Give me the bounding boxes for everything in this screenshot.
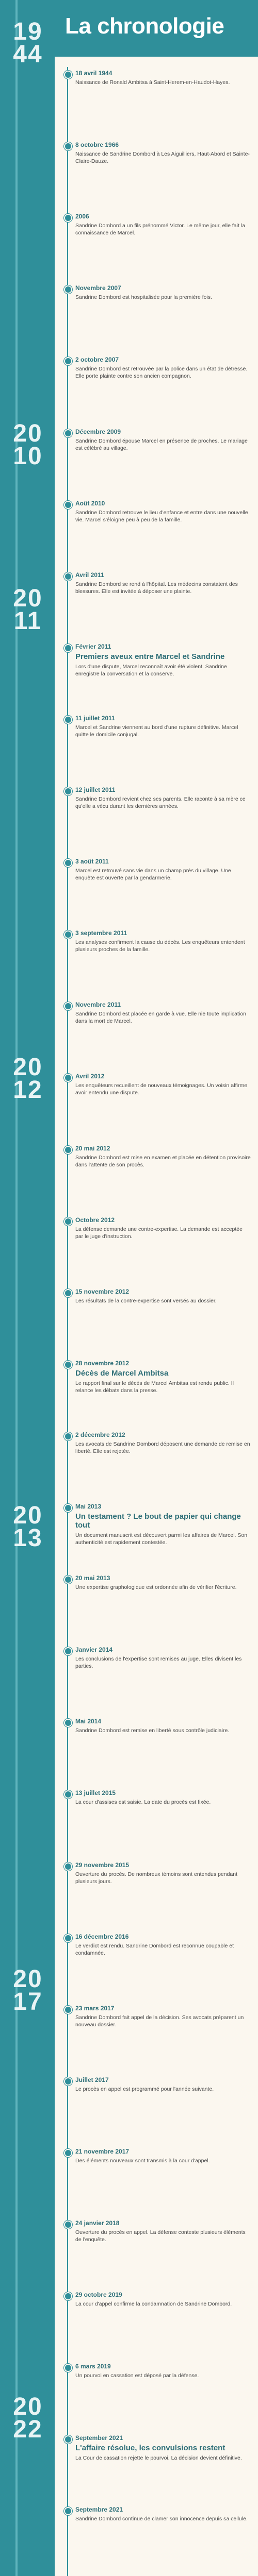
year-label: 20 11 [13, 585, 43, 635]
timeline-dot [64, 142, 72, 150]
timeline-dot [64, 930, 72, 939]
event-text: Les enquêteurs recueillent de nouveaux témoignages. Un voisin affirme avoir entendu une dispute. [75, 1082, 248, 1096]
timeline-event [75, 1574, 251, 1591]
timeline-event [75, 500, 251, 523]
timeline-dot [64, 2077, 72, 2086]
timeline-event [75, 2148, 251, 2164]
event-date: September 2021 [75, 2434, 123, 2442]
event-text: Un document manuscrit est découvert parmi les affaires de Marcel. Son authenticité est rapidement contestée. [75, 1532, 248, 1546]
event-text: Ouverture du procès. De nombreux témoins sont entendus pendant plusieurs jours. [75, 1871, 238, 1885]
event-date: Avril 2012 [75, 1073, 105, 1080]
event-date: Décembre 2009 [75, 428, 121, 435]
timeline-event [75, 858, 251, 882]
timeline-event [75, 2434, 251, 2462]
event-date: 12 juillet 2011 [75, 786, 116, 793]
event-date: 16 décembre 2016 [75, 1933, 129, 1940]
event-date: Juillet 2017 [75, 2076, 109, 2083]
timeline-event [75, 929, 251, 953]
timeline-dot [64, 1146, 72, 1154]
event-text: Ouverture du procès en appel. La défense conteste plusieurs éléments de l'enquête. [75, 2229, 246, 2243]
timeline-event [75, 1861, 251, 1885]
event-heading: Un testament ? Le bout de papier qui change tout [75, 1512, 241, 1530]
event-text: Sandrine Dombord fait appel de la décision. Ses avocats préparent un nouveau dossier. [75, 2014, 244, 2028]
timeline-event [75, 643, 251, 677]
timeline-dot [64, 572, 72, 581]
event-heading: Premiers aveux entre Marcel et Sandrine [75, 652, 225, 661]
event-text: Sandrine Dombord est remise en liberté sous contrôle judiciaire. [75, 1727, 230, 1734]
timeline-dot [64, 214, 72, 222]
timeline-dot [64, 71, 72, 79]
event-date: 24 janvier 2018 [75, 2219, 120, 2227]
event-text: La cour d'appel confirme la condamnation de Sandrine Dombord. [75, 2301, 232, 2307]
timeline-dot [64, 1217, 72, 1226]
timeline-line [67, 67, 68, 2576]
year-rail [0, 0, 55, 2576]
year-label: 19 44 [13, 18, 43, 68]
event-date: Mai 2013 [75, 1503, 102, 1510]
event-date: Novembre 2011 [75, 1001, 121, 1008]
event-text: Les avocats de Sandrine Dombord déposent une demande de remise en liberté. Elle est rejetée. [75, 1441, 250, 1454]
timeline-event [75, 2076, 251, 2093]
event-text: Lors d'une dispute, Marcel reconnaît avoir été violent. Sandrine enregistre la conversation et la conserve. [75, 664, 227, 677]
timeline-event [75, 571, 251, 595]
timeline-dot [64, 2221, 72, 2229]
timeline-event [75, 1145, 251, 1168]
timeline-dot [64, 285, 72, 294]
timeline-dot [64, 787, 72, 795]
timeline-dot [64, 644, 72, 652]
timeline-dot [64, 2507, 72, 2515]
timeline-event [75, 2363, 251, 2379]
event-text: Sandrine Dombord se rend à l'hôpital. Les médecins constatent des blessures. Elle est invitée à déposer une plainte. [75, 581, 238, 595]
event-text: Des éléments nouveaux sont transmis à la cour d'appel. [75, 2158, 210, 2164]
timeline-dot [64, 1934, 72, 1942]
timeline-event [75, 1718, 251, 1734]
event-text: Le rapport final sur le décès de Marcel Ambitsa est rendu public. Il relance les débats dans la presse. [75, 1380, 234, 1394]
event-text: Les analyses confirment la cause du décès. Les enquêteurs entendent plusieurs proches de la famille. [75, 939, 245, 953]
timeline-dot [64, 1862, 72, 1871]
timeline-dot [64, 2435, 72, 2444]
timeline-event [75, 2005, 251, 2028]
event-date: 20 mai 2013 [75, 1574, 110, 1582]
page-title: La chronologie [65, 13, 224, 39]
timeline-event [75, 1431, 251, 1455]
event-text: Sandrine Dombord est placée en garde à vue. Elle nie toute implication dans la mort de Marcel. [75, 1011, 246, 1024]
timeline-dot [64, 357, 72, 365]
timeline-event [75, 2506, 251, 2522]
event-date: 15 novembre 2012 [75, 1288, 130, 1295]
event-text: Le procès en appel est programmé pour l'année suivante. [75, 2086, 214, 2092]
timeline-dot [64, 1647, 72, 1655]
timeline-dot [64, 1790, 72, 1799]
rail-stripe [15, 0, 18, 2576]
event-text: Marcel est retrouvé sans vie dans un champ près du village. Une enquête est ouverte par la gendarmerie. [75, 868, 231, 881]
event-date: Février 2011 [75, 643, 111, 650]
timeline-event [75, 1789, 251, 1806]
timeline-event [75, 715, 251, 738]
event-text: Naissance de Ronald Ambitsa à Saint-Herem-en-Haudot-Hayes. [75, 79, 230, 86]
timeline-dot [64, 1432, 72, 1440]
timeline-event [75, 2219, 251, 2243]
event-date: Janvier 2014 [75, 1646, 113, 1653]
event-text: Sandrine Dombord a un fils prénommé Victor. Le même jour, elle fait la connaissance de Marcel. [75, 223, 245, 236]
timeline-event [75, 2291, 251, 2308]
event-date: 2 décembre 2012 [75, 1431, 125, 1438]
timeline-event [75, 1933, 251, 1957]
timeline-event [75, 213, 251, 236]
timeline-dot [64, 2006, 72, 2014]
event-text: Sandrine Dombord épouse Marcel en présence de proches. Le mariage est célébré au village. [75, 438, 248, 451]
event-date: 28 novembre 2012 [75, 1360, 130, 1367]
event-date: Août 2010 [75, 500, 105, 507]
event-date: Mai 2014 [75, 1718, 102, 1725]
event-date: 20 mai 2012 [75, 1145, 110, 1152]
event-text: La cour d'assises est saisie. La date du procès est fixée. [75, 1799, 211, 1805]
event-text: Sandrine Dombord revient chez ses parents. Elle raconte à sa mère ce qu'elle a vécu durant les dernières années. [75, 796, 246, 809]
event-text: Sandrine Dombord est hospitalisée pour la première fois. [75, 294, 212, 300]
timeline-event [75, 1073, 251, 1096]
timeline-dot [64, 501, 72, 509]
timeline-dot [64, 1289, 72, 1297]
event-text: Le verdict est rendu. Sandrine Dombord est reconnue coupable et condamnée. [75, 1943, 234, 1956]
year-label: 20 13 [13, 1502, 43, 1552]
timeline-dot [64, 716, 72, 724]
year-label: 20 12 [13, 1054, 43, 1104]
timeline-dot [64, 429, 72, 437]
timeline-event [75, 1001, 251, 1025]
timeline-event [75, 1503, 251, 1546]
event-text: Sandrine Dombord est mise en examen et placée en détention provisoire dans l'attente de son procès. [75, 1155, 251, 1168]
event-date: 13 juillet 2015 [75, 1789, 116, 1797]
timeline-event [75, 1288, 251, 1304]
timeline-event [75, 1216, 251, 1240]
event-date: 6 mars 2019 [75, 2363, 111, 2370]
event-text: Une expertise graphologique est ordonnée afin de vérifier l'écriture. [75, 1584, 237, 1590]
event-date: 29 novembre 2015 [75, 1861, 130, 1869]
event-text: La défense demande une contre-expertise. La demande est acceptée par le juge d'instruction. [75, 1226, 243, 1240]
year-label: 20 17 [13, 1965, 43, 2015]
event-text: Sandrine Dombord est retrouvée par la police dans un état de détresse. Elle porte plainte contre son ancien compagnon. [75, 366, 248, 379]
event-date: 8 octobre 1966 [75, 141, 119, 148]
year-label: 20 22 [13, 2393, 43, 2443]
timeline-event [75, 70, 251, 86]
timeline-event [75, 356, 251, 380]
event-date: 23 mars 2017 [75, 2005, 115, 2012]
timeline-event [75, 786, 251, 810]
timeline-dot [64, 1002, 72, 1010]
event-text: La Cour de cassation rejette le pourvoi. La décision devient définitive. [75, 2455, 242, 2461]
event-text: Marcel et Sandrine viennent au bord d'une rupture définitive. Marcel quitte le domicile conjugal. [75, 724, 238, 738]
event-date: Avril 2011 [75, 571, 104, 579]
event-date: 3 août 2011 [75, 858, 109, 865]
timeline-dot [64, 1719, 72, 1727]
event-date: 29 octobre 2019 [75, 2291, 122, 2298]
event-heading: Décès de Marcel Ambitsa [75, 1369, 169, 1378]
timeline-dot [64, 2292, 72, 2300]
event-date: 3 septembre 2011 [75, 929, 127, 937]
event-text: Sandrine Dombord continue de clamer son innocence depuis sa cellule. [75, 2516, 248, 2522]
timeline-dot [64, 859, 72, 867]
timeline-event [75, 284, 251, 301]
event-text: Naissance de Sandrine Dombord à Les Aiguilliers, Haut-Abord et Sainte-Claire-Dauze. [75, 151, 250, 164]
event-text: Sandrine Dombord retrouve le lieu d'enfance et entre dans une nouvelle vie. Marcel s'éloigne peu à peu de la famille. [75, 510, 248, 523]
timeline-dot [64, 1504, 72, 1512]
timeline-dot [64, 1575, 72, 1584]
timeline-dot [64, 2149, 72, 2157]
event-date: 2006 [75, 213, 89, 220]
event-date: Septembre 2021 [75, 2506, 123, 2513]
timeline-event [75, 1646, 251, 1670]
event-text: Un pourvoi en cassation est déposé par la défense. [75, 2372, 199, 2379]
event-date: 2 octobre 2007 [75, 356, 119, 363]
event-date: Octobre 2012 [75, 1216, 115, 1224]
event-date: 21 novembre 2017 [75, 2148, 130, 2155]
timeline-event [75, 1360, 251, 1394]
event-heading: L'affaire résolue, les convulsions restent [75, 2444, 225, 2452]
event-text: Les résultats de la contre-expertise sont versés au dossier. [75, 1298, 217, 1304]
event-date: 18 avril 1944 [75, 70, 112, 77]
event-date: Novembre 2007 [75, 284, 121, 292]
year-label: 20 10 [13, 420, 43, 470]
timeline-dot [64, 1074, 72, 1082]
timeline-dot [64, 1361, 72, 1369]
timeline-dot [64, 2364, 72, 2372]
event-date: 11 juillet 2011 [75, 715, 115, 722]
timeline-event [75, 141, 251, 165]
event-text: Les conclusions de l'expertise sont remises au juge. Elles divisent les parties. [75, 1656, 242, 1669]
timeline-event [75, 428, 251, 452]
